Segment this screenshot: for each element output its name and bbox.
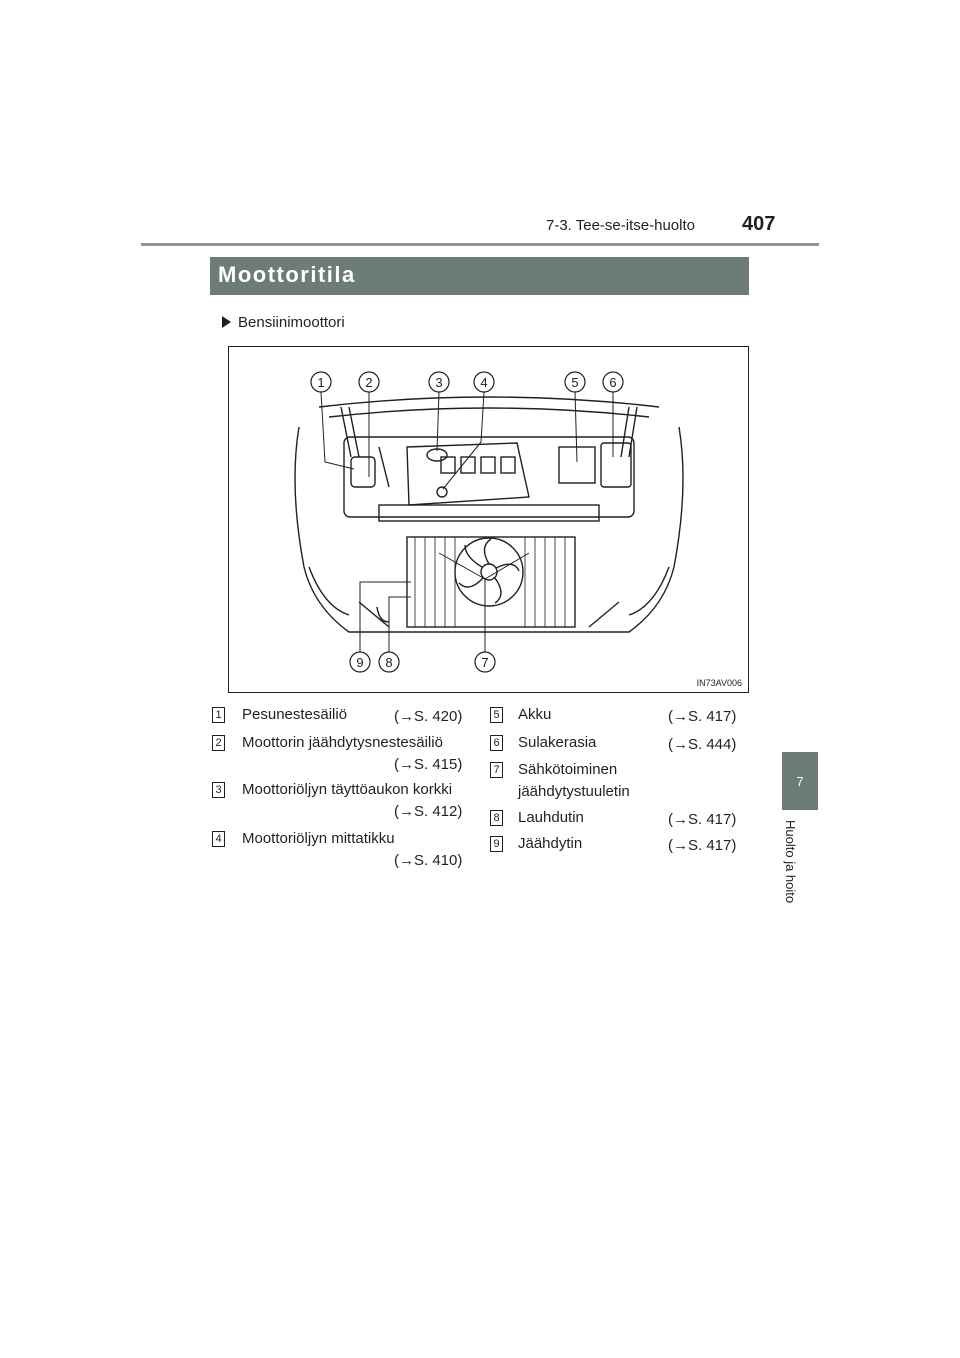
- callout-3: 3: [435, 375, 443, 390]
- item-number-badge: 4: [212, 831, 225, 847]
- item-text: Sähkötoiminen: [518, 761, 618, 778]
- variant-label: Bensiinimoottori: [238, 314, 345, 331]
- callout-9: 9: [356, 655, 364, 670]
- page-reference: (→S. 410): [394, 852, 463, 869]
- item-text: Moottorin jäähdytysnestesäiliö: [242, 734, 443, 751]
- item-text: Pesunestesäiliö: [242, 706, 348, 723]
- callout-4: 4: [480, 375, 488, 390]
- callout-7: 7: [481, 655, 489, 670]
- header-rule: [141, 243, 819, 246]
- page-reference: (→S. 420): [394, 708, 463, 725]
- page-reference: (→S. 444): [668, 736, 737, 753]
- item-number-badge: 5: [490, 707, 503, 723]
- triangle-bullet-icon: [222, 316, 231, 328]
- chapter-number: 7: [796, 774, 804, 789]
- chapter-tab: [782, 752, 818, 810]
- item-text: Akku: [518, 706, 552, 723]
- item-number-badge: 9: [490, 836, 503, 852]
- page-reference: (→S. 417): [668, 837, 737, 854]
- engine-bay-figure: [228, 346, 749, 693]
- figure-code: IN73AV006: [696, 678, 742, 688]
- item-number-badge: 3: [212, 782, 225, 798]
- item-text: Jäähdytin: [518, 835, 583, 852]
- item-text: Sulakerasia: [518, 734, 597, 751]
- variant-heading: [222, 314, 345, 331]
- item-number-badge: 8: [490, 810, 503, 826]
- page-reference: (→S. 417): [668, 811, 737, 828]
- item-text: Moottoriöljyn mittatikku: [242, 830, 395, 847]
- callout-5: 5: [571, 375, 579, 390]
- page-number: 407: [742, 213, 776, 235]
- callout-2: 2: [365, 375, 373, 390]
- item-number-badge: 1: [212, 707, 225, 723]
- item-text: jäähdytystuuletin: [518, 783, 630, 800]
- section-title: Moottoritila: [218, 262, 356, 287]
- item-text: Moottoriöljyn täyttöaukon korkki: [242, 781, 453, 798]
- page-reference: (→S. 417): [668, 708, 737, 725]
- section-title-bar: [210, 257, 749, 295]
- page-reference: (→S. 415): [394, 756, 463, 773]
- callout-1: 1: [317, 375, 325, 390]
- item-number-badge: 6: [490, 735, 503, 751]
- engine-bay-illustration: [229, 347, 750, 694]
- chapter-side-label: [783, 820, 810, 930]
- callout-8: 8: [385, 655, 393, 670]
- chapter-label-text: Huolto ja hoito: [783, 820, 798, 904]
- item-number-badge: 7: [490, 762, 503, 778]
- item-number-badge: 2: [212, 735, 225, 751]
- header-section-title: 7-3. Tee-se-itse-huolto: [546, 217, 695, 234]
- page-reference: (→S. 412): [394, 803, 463, 820]
- callout-6: 6: [609, 375, 617, 390]
- item-text: Lauhdutin: [518, 809, 584, 826]
